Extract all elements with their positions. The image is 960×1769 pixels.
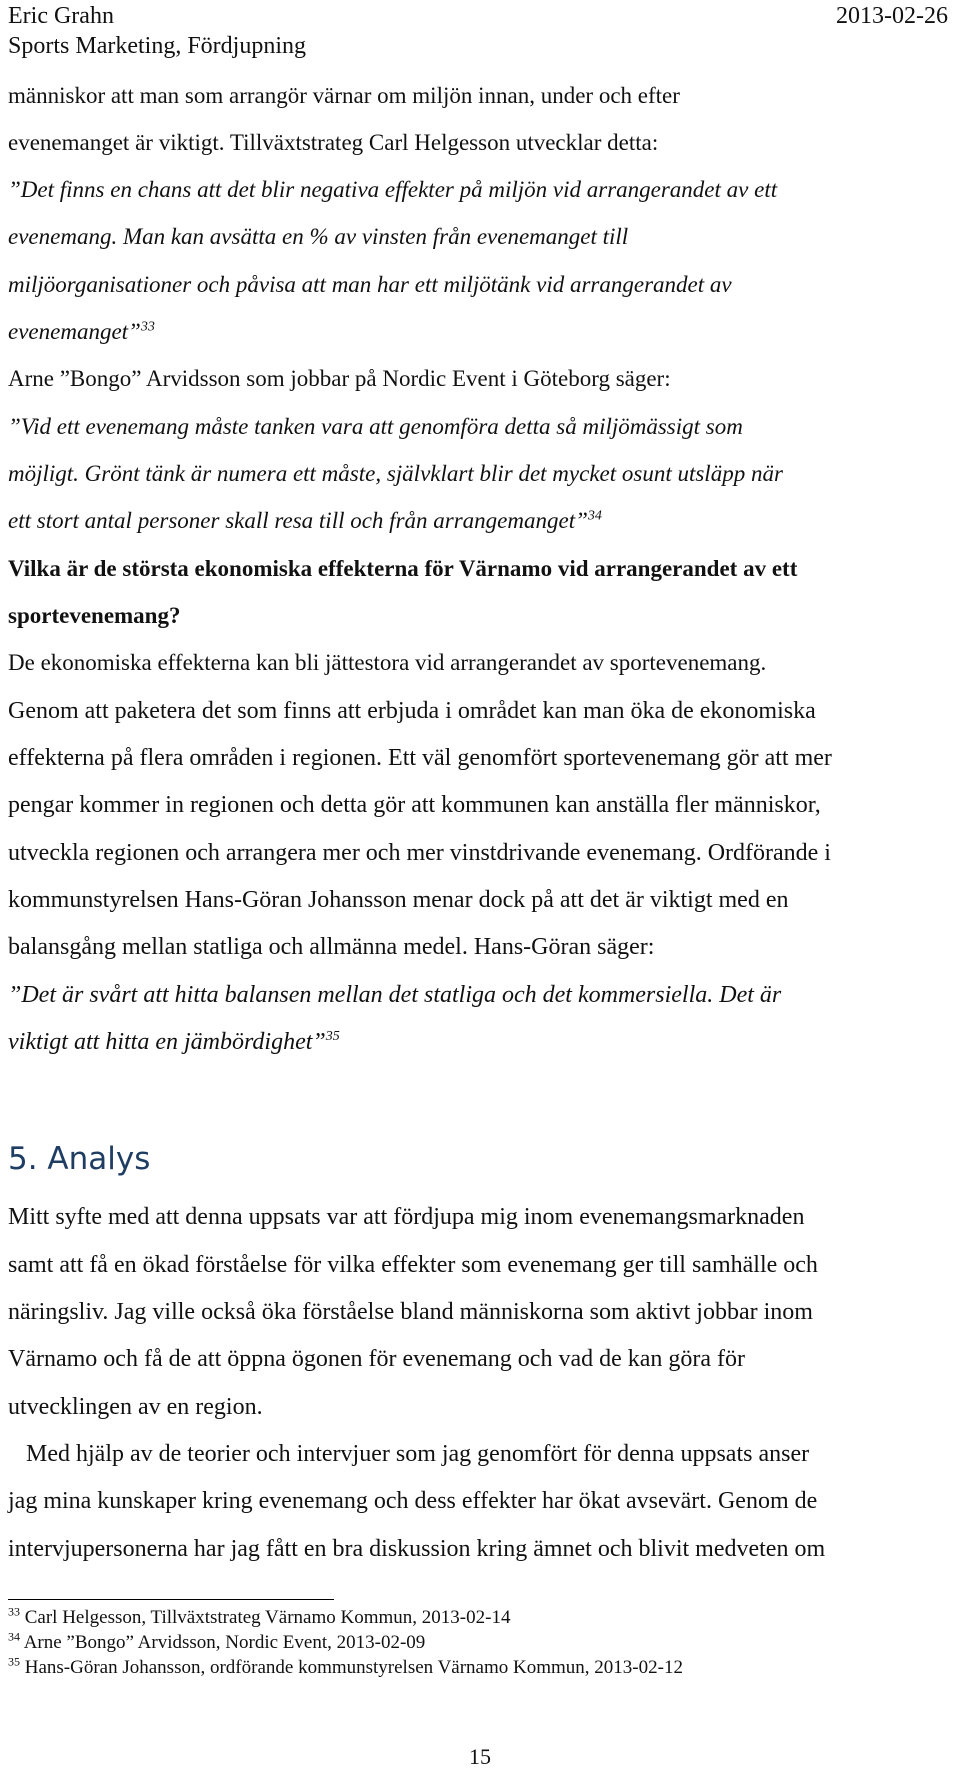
body-line: Mitt syfte med att denna uppsats var att fördjupa mig inom evenemangsmarknaden (8, 1204, 805, 1230)
quote-text: evenemanget” (8, 319, 141, 344)
body-line: Med hjälp av de teorier och intervjuer som jag genomfört för denna uppsats anser (26, 1441, 810, 1467)
header-course: Sports Marketing, Fördjupning (8, 33, 306, 59)
header-date: 2013-02-26 (836, 3, 948, 29)
quote-text: ett stort antal personer skall resa till och från arrangemanget” (8, 508, 588, 533)
body-line: Arne ”Bongo” Arvidsson som jobbar på Nordic Event i Göteborg säger: (8, 366, 671, 391)
body-line: De ekonomiska effekterna kan bli jättestora vid arrangerandet av sportevenemang. (8, 650, 767, 675)
quote-line: möjligt. Grönt tänk är numera ett måste, självklart blir det mycket osunt utsläpp när (8, 461, 783, 486)
body-line: intervjupersonerna har jag fått en bra diskussion kring ämnet och blivit medveten om (8, 1536, 826, 1562)
body-line: kommunstyrelsen Hans-Göran Johansson menar dock på att det är viktigt med en (8, 887, 789, 913)
body-line: utveckla regionen och arrangera mer och mer vinstdrivande evenemang. Ordförande i (8, 840, 831, 866)
page-number: 15 (469, 1744, 491, 1769)
footnote-text: Hans-Göran Johansson, ordförande kommunstyrelsen Värnamo Kommun, 2013-02-12 (24, 1657, 683, 1678)
quote-line (8, 317, 155, 347)
quote-line (8, 1027, 340, 1057)
footnote-number: 33 (8, 1604, 20, 1619)
quote-text: viktigt att hitta en jämbördighet” (8, 1029, 326, 1055)
quote-line: evenemang. Man kan avsätta en % av vinsten från evenemanget till (8, 224, 629, 249)
footnote-text: Arne ”Bongo” Arvidsson, Nordic Event, 2013-02-09 (23, 1632, 426, 1653)
body-line: samt att få en ökad förståelse för vilka effekter som evenemang ger till samhälle och (8, 1252, 818, 1278)
quote-line: miljöorganisationer och påvisa att man har ett miljötänk vid arrangerandet av (8, 272, 732, 297)
body-line: jag mina kunskaper kring evenemang och dess effekter har ökat avsevärt. Genom de (8, 1488, 818, 1514)
quote-line: ”Det finns en chans att det blir negativa effekter på miljön vid arrangerandet av ett (8, 177, 778, 202)
question-line: sportevenemang? (8, 603, 181, 628)
footnote-ref: 33 (140, 319, 155, 335)
footnote (8, 1656, 683, 1680)
section-heading: 5. Analys (8, 1141, 151, 1177)
quote-line (8, 506, 602, 536)
header-author: Eric Grahn (8, 3, 114, 29)
quote-line: ”Det är svårt att hitta balansen mellan det statliga och det kommersiella. Det är (8, 982, 782, 1008)
footnote-text: Carl Helgesson, Tillväxtstrateg Värnamo Kommun, 2013-02-14 (24, 1607, 511, 1628)
footnote-divider (8, 1599, 334, 1600)
body-line: Värnamo och få de att öppna ögonen för evenemang och vad de kan göra för (8, 1346, 746, 1372)
body-line: Genom att paketera det som finns att erbjuda i området kan man öka de ekonomiska (8, 698, 816, 724)
footnote-number: 34 (8, 1629, 20, 1644)
body-line: effekterna på flera områden i regionen. Ett väl genomfört sportevenemang gör att mer (8, 745, 832, 771)
footnote (8, 1631, 425, 1655)
body-line: näringsliv. Jag ville också öka förståelse bland människorna som aktivt jobbar inom (8, 1299, 813, 1325)
body-line: balansgång mellan statliga och allmänna medel. Hans-Göran säger: (8, 934, 655, 960)
footnote-ref: 35 (325, 1029, 340, 1044)
footnote-ref: 34 (587, 508, 602, 524)
footnote (8, 1606, 510, 1630)
body-line: pengar kommer in regionen och detta gör att kommunen kan anställa fler människor, (8, 792, 821, 818)
body-line: evenemanget är viktigt. Tillväxtstrateg Carl Helgesson utvecklar detta: (8, 130, 659, 155)
quote-line: ”Vid ett evenemang måste tanken vara att genomföra detta så miljömässigt som (8, 414, 743, 439)
footnote-number: 35 (8, 1654, 20, 1669)
body-line: utvecklingen av en region. (8, 1394, 263, 1420)
body-line: människor att man som arrangör värnar om miljön innan, under och efter (8, 83, 680, 108)
question-line: Vilka är de största ekonomiska effekterna för Värnamo vid arrangerandet av ett (8, 556, 798, 581)
